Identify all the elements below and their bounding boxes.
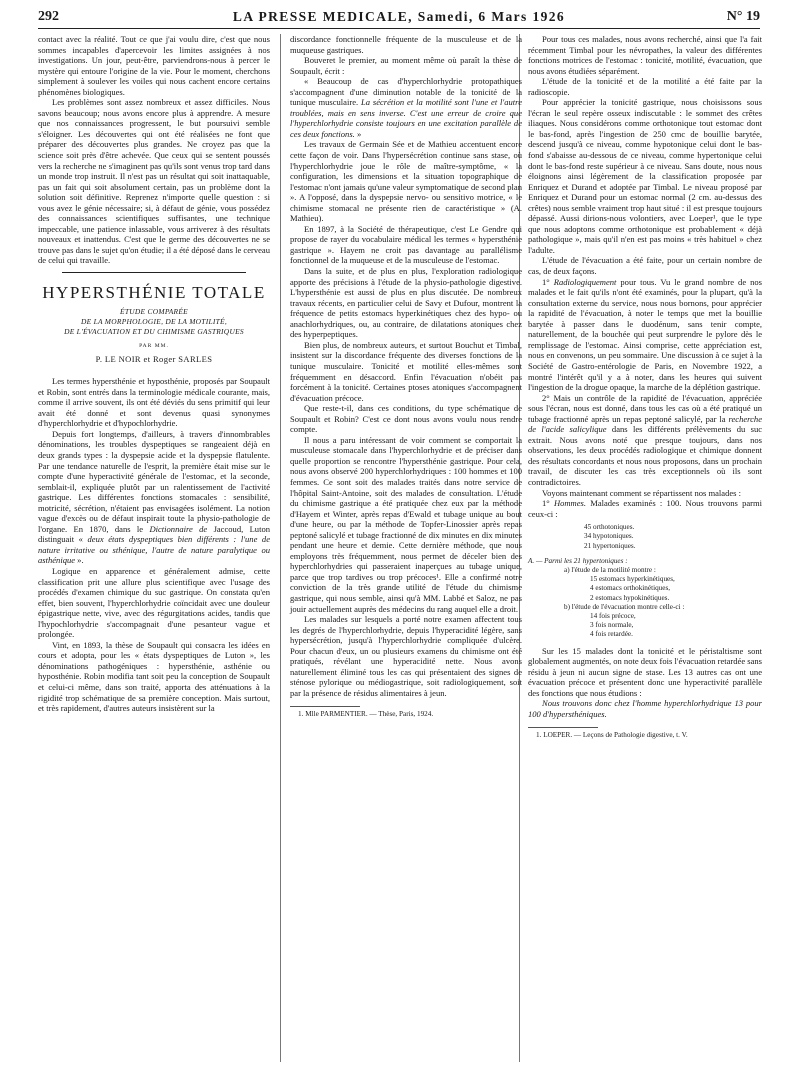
paragraph: Sur les 15 malades dont la tonicité et le péristaltisme sont globalement augmentés, on note deux fois l'évacuation retardée sans résidu à jeun ni aucun signe de stase. Les 13 autres cas ont une évacuation précoce et présentent donc une hyperactivité parallèle des fonctions que nous étudions :: [528, 645, 762, 698]
article-subtitle: ÉTUDE COMPARÉE: [120, 307, 188, 317]
paragraph: En 1897, à la Société de thérapeutique, c'est Le Gendre qui propose de rayer du vocabulaire médical les termes « hypersthénie gastrique ». Hayem ne croit pas davantage au parallélisme fonctionnel de la muqueuse et de la musculeuse de l'estomac.: [290, 223, 522, 266]
paragraph: Pour tous ces malades, nous avons recherché, ainsi que l'a fait récemment Timbal pour les névropathes, la valeur des différentes fonctions motrices de l'estomac : tonicité, motilité, évacuation, que nous avons étudiées séparément.: [528, 34, 762, 76]
article-subtitle: DE LA MORPHOLOGIE, DE LA MOTILITÉ,: [80, 317, 228, 327]
paragraph: Les termes hypersthénie et hyposthénie, proposés par Soupault et Robin, sont entrés dans la terminologie médicale courante, mais, comme il arrive souvent, ils ont été déviés du sens primitif qui leur avait été donné et sont devenus quasi synonymes d'hyperchlorhydrie et d'hypochlorhydrie.: [38, 376, 270, 429]
footnote: 1. Mlle PARMENTIER. — Thèse, Paris, 1924.: [298, 710, 434, 719]
footnote: 1. LOEPER. — Leçons de Pathologie digestive, t. V.: [536, 731, 688, 740]
list-heading: A. — Parmi les 21 hypertoniques :: [528, 556, 628, 565]
article-title: HYPERSTHÉNIE TOTALE: [42, 283, 266, 303]
paragraph: Vint, en 1893, la thèse de Soupault qui consacra les idées en cours et adopta, pour les « états dyspeptiques de Luton », les dénominations pathogéniques : hypersthénie, asthénie ou hyposthénie. Robin modifia tant soit peu la conception de Soupault et celui-ci même, dans son traité, apporta des atténuations à la rigidité trop schématique de sa première conception. Mais surtout, et très rapidement, d'autres auteurs insistèrent sur la: [38, 639, 270, 714]
list-item: 14 fois précoce,: [590, 611, 636, 620]
paragraph: Pour apprécier la tonicité gastrique, nous choisissons sous l'écran le seul repère osseux indiscutable : le sommet des crêtes iliaques. Nous considérons comme orthotonique tout estomac dont le bas-fond, après l'ingestion de 250 cmc de bouillie barytée, descend jusqu'à ce niveau, comme hypotonique celui dont le bas-fond s'abaisse au-dessous de ce niveau, comme hypertonique celui dont le bas-fond reste supérieur à ce niveau. Sans doute, nous nous éloignons ainsi légèrement de la classification proposée par Enriquez et Durand et adoptée par Timbal. Le niveau proposé par Enriquez et Durand pour un estomac normal (2 cm. au-dessus des crêtes) nous semble vraiment trop haut situé : il est presque toujours dépassé. Aussi dirions-nous volontiers, avec Loeper¹, que le type que nous adoptons comme orthotonique est probablement « déjà pathologique », mais qu'il n'en est pas moins « très habituel » chez l'adulte.: [528, 97, 762, 255]
article-separator: [62, 272, 246, 273]
column-2: [290, 34, 522, 719]
paragraph: Que reste-t-il, dans ces conditions, du type schématique de Soupault et Robin? C'est ce dont nous avons voulu nous rendre compte.: [290, 403, 522, 435]
paragraph: L'étude de la tonicité et de la motilité a été faite par la radioscopie.: [528, 76, 762, 97]
column-divider: [280, 34, 281, 1062]
list-item: 34 hypotoniques.: [584, 532, 634, 541]
page-number: 292: [38, 9, 59, 24]
issue-number: N° 19: [726, 9, 760, 24]
list-item: 21 hypertoniques.: [584, 541, 636, 550]
paragraph: Les travaux de Germain Sée et de Mathieu accentuent encore cette façon de voir. Dans l'hypersécrétion continue sans stase, où l'hyperchlorhydrie joue le rôle de maître-symptôme, « la configuration, les dimensions et la situation topographique de l'estomac n'ont jamais qu'une valeur symptomatique de second plan ». A l'opposé, dans la dyspepsie nervo- ou sensitivo motrice, « le chimisme stomacal ne présente rien de caractéristique » (A. Mathieu).: [290, 139, 522, 224]
byline-par: PAR MM.: [139, 343, 169, 350]
paragraph: Dans la suite, et de plus en plus, l'exploration radiologique apporte des précisions à l'étude de la physio-pathologie digestive. L'hypersthénie est aussi de plus en plus discutée. De nombreux travaux récents, en particulier celui de Savy et Dufour, montrent la fréquence de petits estomacs hyperkinétiques chez des hypo- ou anachlorhydriques, ou, au contraire, de dilatations atoniques chez des hyperpeptiques.: [290, 266, 522, 340]
paragraph: Logique en apparence et généralement admise, cette classification prit une allure plus scientifique avec l'usage des procédés d'examen chimique du suc gastrique. On constata qu'en effet, bien souvent, l'hyperchlorhydrie coïncidait avec une douleur épigastrique nette, vive, avec des régurgitations acides, tandis que l'hypochlorhydrie s'accompagnait d'une pesanteur vague et prolongée.: [38, 565, 270, 640]
article-subtitle: DE L'ÉVACUATION ET DU CHIMISME GASTRIQUES: [64, 327, 244, 337]
list-subheading: a) l'étude de la motilité montre :: [564, 565, 656, 574]
paragraph: Les malades sur lesquels a porté notre examen affectent tous les degrés de l'hyperchlorhydrie, depuis l'hyperacidité légère, sans hypersécrétion, jusqu'à l'hyperchlorhydrie compliquée d'ulcère. Pour chacun d'eux, un ou plusieurs examens du chimisme ont été pratiqués, révélant une hyperacidité nette. Nous avons naturellement éliminé tous les cas qui présentaient des signes de sténose pylorique ou médiogastrique, soit radiologiquement, soit par la présence de résidus alimentaires à jeun.: [290, 614, 522, 698]
list-item: 45 orthotoniques.: [584, 523, 635, 532]
paragraph: L'étude de l'évacuation a été faite, pour un certain nombre de cas, de deux façons.: [528, 255, 762, 277]
conclusion: Nous trouvons donc chez l'homme hyperchlorhydrique 13 pour 100 d'hypersthéniques.: [528, 698, 762, 719]
footnote-rule: [290, 706, 360, 707]
list-item: 2 estomacs hypokinétiques.: [590, 593, 670, 602]
paragraph: Bien plus, de nombreux auteurs, et surtout Bouchut et Timbal, insistent sur la discordance fréquente des diverses fonctions de la tunique musculaire. Tonicité et motilité elles-mêmes sont fréquemment en désaccord. Enfin l'évacuation n'obéit pas forcément à la tonicité. Certaines ptoses atoniques s'accompagnent d'évacuation précoce.: [290, 339, 522, 403]
footnote-rule: [528, 727, 598, 728]
column-3: [528, 34, 762, 740]
paragraph: Il nous a paru intéressant de voir comment se comportait la musculeuse stomacale dans l'hyperchlorhydrie et de préciser dans quelle proportion se rencontre l'hypersthénie gastrique. Pour cela, nous avons observé 200 hyperchlorhydriques : 100 hommes et 100 femmes. Ce sont soit des malades traités dans notre service de l'hôpital Saint-Antoine, soit des malades de consultation. L'étude du chimisme gastrique a été pratiquée chez eux par la méthode d'Hayem et Winter, après repas d'Ewald et tubage unique au bout d'une heure, ou par la méthode de Topfer-Linossier après repas peptoné salicylé et tubage fractionné de dix minutes en dix minutes pendant une heure et demie. Cette dernière méthode, que nous employons très fréquemment, nous permet de déceler bien des hyperchlorhydries qui passeraient inaperçues au tubage unique, parce que trop tardives ou trop précoces¹. Elle a confirmé notre conviction de la très grande utilité de l'étude du chimisme gastrique, qui nous semble, ainsi qu'à MM. Labbé et Saloz, ne pas jouir actuellement auprès des médecins du rang auquel elle a droit.: [290, 434, 522, 614]
paragraph: 1° Radiologiquement pour tous. Vu le grand nombre de nos malades et le fait qu'ils n'ont été examinés, pour la plupart, qu'à la consultation externe du service, nous nous bornons, pour apprécier la rapidité de l'évacuation, à noter le temps que met la bouillie barytée à passer dans le duodénum, sans tenir compte, naturellement, de la bouchée qui peut surprendre le pylore dès le remplissage de l'estomac. Ainsi comprise, cette appréciation est, nous en convenons, un peu sommaire. Une discussion à ce sujet à la Société de Gastro-entérologie de Paris, en Novembre 1922, a montré l'intérêt qu'il y a à noter, dans les heures qui suivent l'ingestion de la drogue opaque, la marche de la déplétion gastrique.: [528, 276, 762, 393]
list-subheading: b) l'étude de l'évacuation montre celle-ci :: [564, 602, 685, 611]
list-item: 4 fois retardée.: [590, 630, 633, 639]
list-item: 15 estomacs hyperkinétiques,: [590, 575, 675, 584]
list-item: 4 estomacs orthokinétiques,: [590, 584, 671, 593]
column-1: [38, 34, 270, 714]
paragraph: contact avec la réalité. Tout ce que j'ai voulu dire, c'est que nous sommes incapables d'apercevoir les limites assignées à nos investigations. Un jour, peut-être, parviendrons-nous à percer le mystère qui entoure l'origine de la vie. Pour le moment, cherchons simplement à soulever les voiles qui nous cachent encore certains phénomènes biologiques.: [38, 34, 270, 97]
quotation: « Beaucoup de cas d'hyperchlorhydrie protopathiques s'accompagnent d'une diminution notable de la tonicité de la tunique musculaire. La sécrétion et la motilité sont l'une et l'autre troublées, mais en sens inverse. C'est une erreur de croire que l'hyperchlorhydrie consiste toujours en une excitation parallèle de ces deux fonctions. »: [290, 76, 522, 139]
article-authors: P. LE NOIR et Roger SARLES: [95, 353, 213, 364]
journal-title: LA PRESSE MEDICALE, Samedi, 6 Mars 1926: [232, 9, 566, 24]
tonicity-list: [528, 523, 762, 551]
paragraph: Bouveret le premier, au moment même où paraît la thèse de Soupault, écrit :: [290, 55, 522, 76]
paragraph: 1° Hommes. Malades examinés : 100. Nous trouvons parmi ceux-ci :: [528, 498, 763, 519]
paragraph: Les problèmes sont assez nombreux et assez difficiles. Nous savons beaucoup; nous avons encore plus à apprendre. A mesure que nos connaissances progressent, le but poursuivi semble s'éloigner. Les découvertes qui ont été réalisées ne font que préparer des découvertes plus grandes. Ne croyez pas que la science soit près d'être achevée. Que ceux qui se sentent poussés vers la recherche ne s'imaginent pas qu'ils sont venus trop tard dans un monde trop instruit. Il n'est pas un résultat qui soit inattaquable, pas un fait qui soit absolument certain, pas un problème dont la solution soit définitive. Reprenez n'importe quelle question : si vous avez le génie nécessaire; si, à défaut de génie, vous possédez des connaissances scientifiques suffisantes, une technique impeccable, une patience inlassable, vous arriverez à des résultats nouveaux et inattendus. C'est que le germe des découvertes ne se trouve pas dans le sujet qu'on étudie; il a été déposé dans le cerveau de celui qui travaille.: [38, 97, 270, 266]
paragraph: discordance fonctionnelle fréquente de la musculeuse et de la muqueuse gastriques.: [290, 34, 522, 55]
paragraph: Voyons maintenant comment se répartissent nos malades :: [542, 487, 741, 498]
paragraph: Depuis fort longtemps, d'ailleurs, à travers d'innombrables dénominations, les troubles dyspeptiques se rangeaient déjà en deux grands types : la dyspepsie acide et la dyspepsie flatulente. Par une tendance naturelle de l'esprit, la première était mise sur le compte d'une hyperactivité générale de l'estomac, et la seconde, semblait-il, expliquée plutôt par un ralentissement de l'activité gastrique. Les différentes fonctions stomacales : sensibilité, motricité, sécrétion, n'étaient pas envisagées isolément. La notion vague d'excès ou de défaut inspirait toute la physio-pathologie de l'organe. En 1870, dans le Dictionnaire de Jaccoud, Luton distinguait « deux états dyspeptiques bien différents : l'une de nature irritative ou sthénique, l'autre de nature paralytique ou asthénique ».: [38, 428, 270, 566]
paragraph: 2° Mais un contrôle de la rapidité de l'évacuation, appréciée sous l'écran, nous est donné, dans tous les cas où a été pratiqué un tubage fractionné après un repas peptoné salicylé, par la recherche de l'acide salicylique dans les différents prélèvements du suc extrait. Nous avons noté que presque toujours, dans nos observations, les deux procédés radiologique et chimique donnent des résultats concordants et nous nous proposons, dans un prochain travail, de discuter les cas très exceptionnels où ils sont contradictoires.: [528, 392, 763, 487]
page-header: [38, 6, 760, 29]
list-item: 3 fois normale,: [590, 621, 634, 630]
hypertonic-breakdown: [528, 557, 762, 640]
